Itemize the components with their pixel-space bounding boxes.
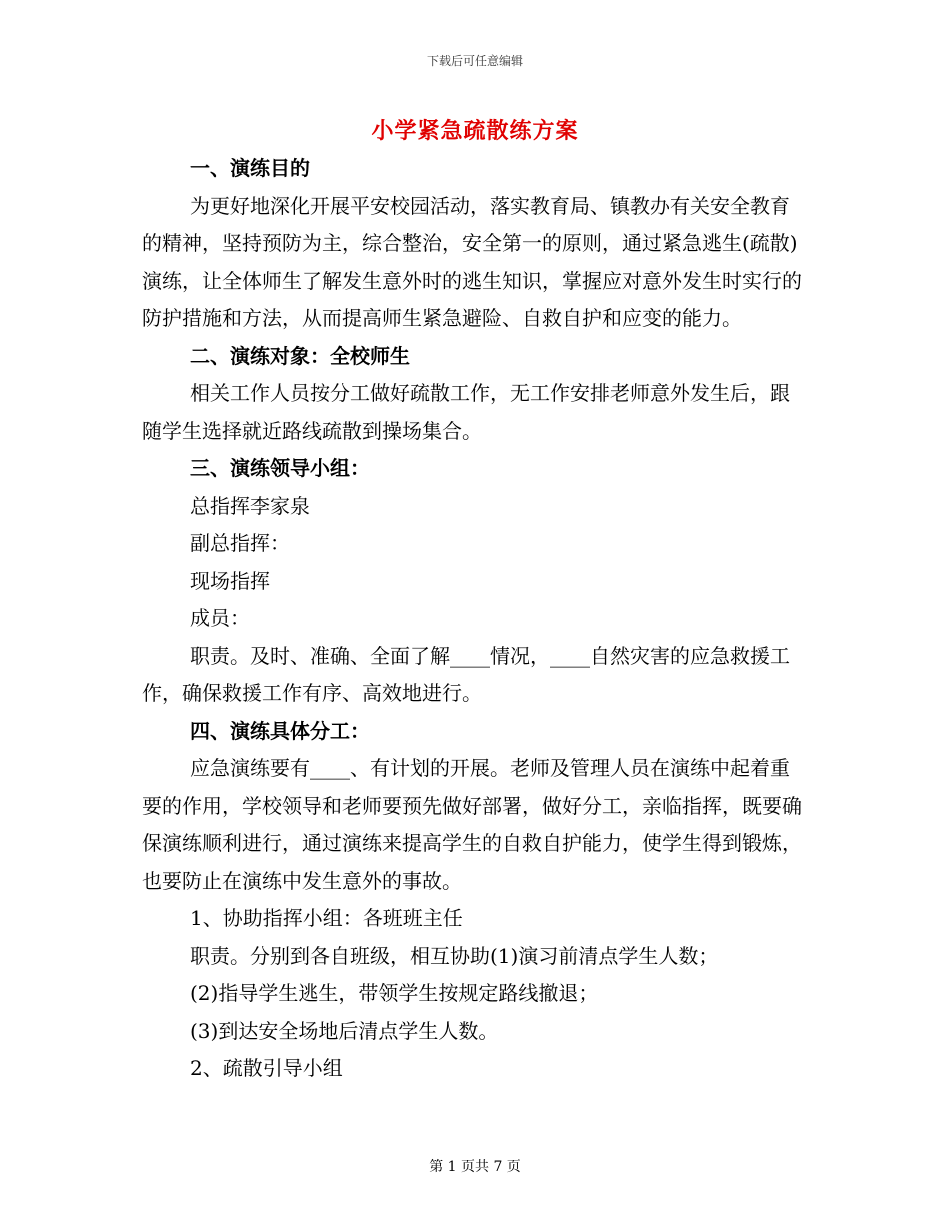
assist-duty-line-2: (2)指导学生逃生，带领学生按规定路线撤退； — [190, 981, 599, 1005]
evacuation-group-line: 2、疏散引导小组 — [190, 1056, 343, 1080]
paragraph-division: 应急演练要有____、有计划的开展。老师及管理人员在演练中起着重要的作用，学校领导和老师要预先做好部署，做好分工，亲临指挥，既要确保演练顺利进行，通过演练来提高学生的自救自护能力，使学生得到锻炼，也要防止在演练中发生意外的事故。 — [142, 756, 802, 893]
paragraph-purpose: 为更好地深化开展平安校园活动，落实教育局、镇教办有关安全教育的精神，坚持预防为主，综合整治，安全第一的原则，通过紧急逃生(疏散)演练，让全体师生了解发生意外时的逃生知识，掌握应对意外发生时实行的防护措施和方法，从而提高师生紧急避险、自救自护和应变的能力。 — [142, 193, 802, 330]
section-heading-division: 四、演练具体分工： — [190, 718, 370, 743]
assist-group-line: 1、协助指挥小组：各班班主任 — [190, 906, 463, 930]
page-header-note: 下载后可任意编辑 — [426, 54, 523, 68]
paragraph-participants: 相关工作人员按分工做好疏散工作，无工作安排老师意外发生后，跟随学生选择就近路线疏散到操场集合。 — [142, 381, 790, 443]
section-heading-leadership: 三、演练领导小组： — [190, 456, 370, 480]
document-title: 小学紧急疏散练方案 — [371, 118, 579, 144]
page-footer: 第 1 页共 7 页 — [429, 1159, 521, 1175]
commander-line: 总指挥李家泉 — [190, 493, 310, 518]
section-heading-participants: 二、演练对象：全校师生 — [190, 343, 410, 368]
section-heading-purpose: 一、演练目的 — [190, 156, 310, 180]
paragraph-duties: 职责。及时、准确、全面了解____情况，____自然灾害的应急救援工作，确保救援工作有序、高效地进行。 — [142, 643, 790, 705]
deputy-commander-line: 副总指挥： — [190, 531, 290, 555]
onsite-commander-line: 现场指挥 — [190, 568, 270, 593]
document-body — [142, 150, 807, 1088]
members-line: 成员： — [190, 606, 250, 630]
assist-duty-line-3: (3)到达安全场地后清点学生人数。 — [190, 1018, 499, 1043]
assist-duty-line-1: 职责。分别到各自班级，相互协助(1)演习前清点学生人数； — [190, 943, 719, 968]
